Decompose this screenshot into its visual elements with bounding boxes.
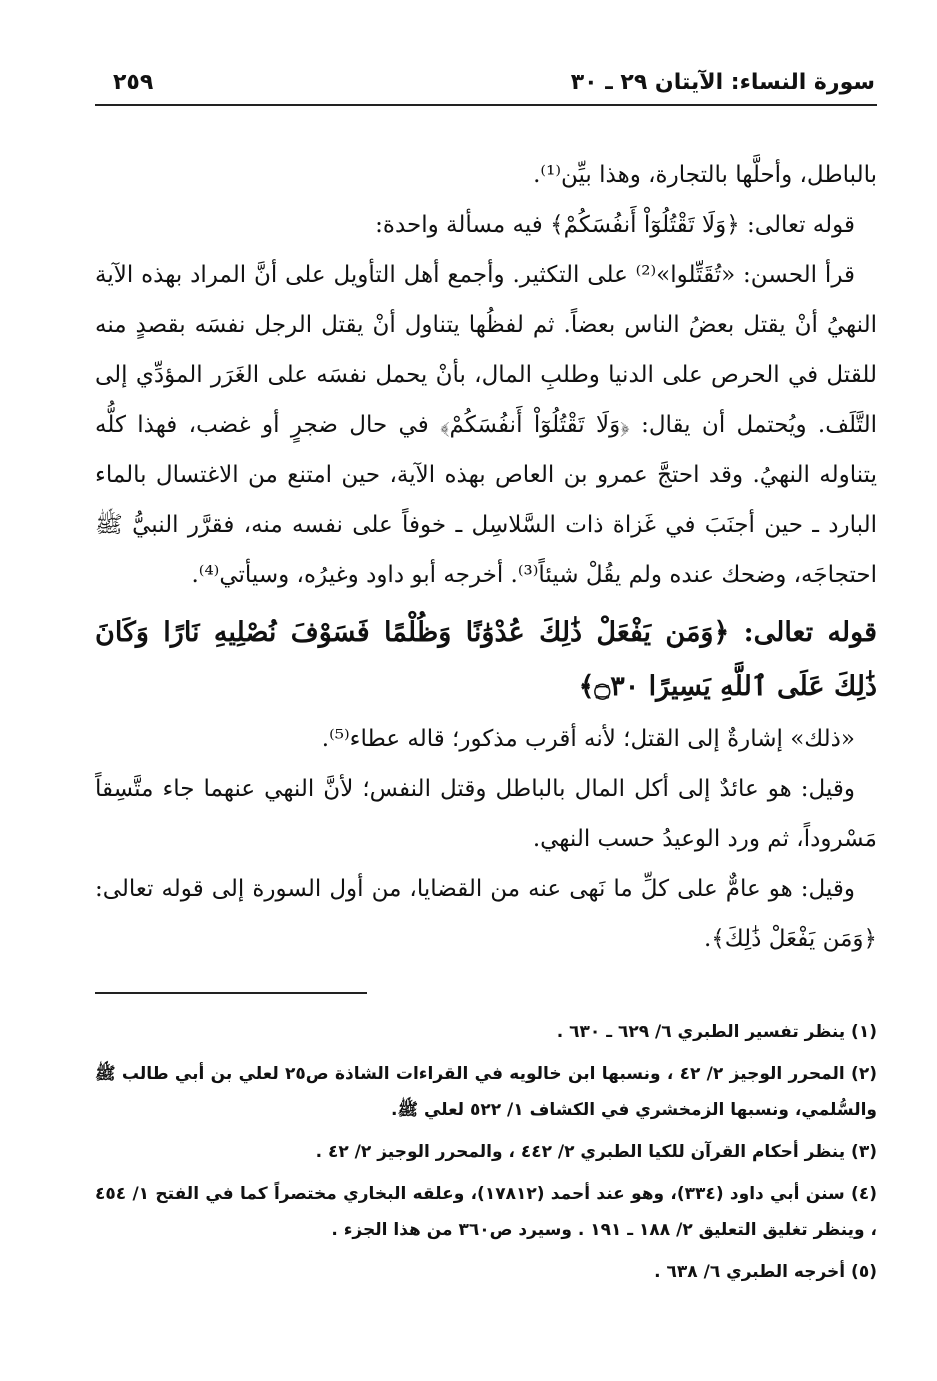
header-title: سورة النساء: الآيتان ٢٩ ـ ٣٠ <box>570 70 875 95</box>
running-header <box>95 60 877 106</box>
footnote-3: (٣) ينظر أحكام القرآن للكيا الطبري ٢/ ٤٤٢ ، والمحرر الوجيز ٢/ ٤٢ . <box>315 1142 877 1162</box>
verse-heading: قوله تعالى: ﴿وَمَن يَفْعَلْ ذَٰلِكَ عُدْوَٰنًا وَظُلْمًا فَسَوْفَ نُصْلِيهِ نَارًا وَكَانَ ذَٰلِكَ عَلَى ٱللَّهِ يَسِيرًا ۝٣٠﴾ <box>95 617 877 702</box>
commentary-2: وقيل: هو عائدٌ إلى أكل المال بالباطل وقتل النفس؛ لأنَّ النهي عنهما جاء متَّسِقاً مَسْروداً، ثم ورد الوعيدُ حسب النهي. <box>95 776 877 852</box>
paragraph-continuation: بالباطل، وأحلَّها بالتجارة، وهذا بيِّن⁽¹⁾. <box>533 162 877 188</box>
page-number: ٢٥٩ <box>113 70 154 95</box>
commentary-3: وقيل: هو عامٌّ على كلِّ ما نَهى عنه من القضايا، من أول السورة إلى قوله تعالى: ﴿وَمَن يَفْعَلْ ذَٰلِكَ﴾. <box>95 876 877 952</box>
main-text <box>95 150 877 964</box>
paragraph-verse-question: قوله تعالى: ﴿وَلَا تَقْتُلُوٓاْ أَنفُسَكُمْ﴾ فيه مسألة واحدة: <box>375 212 855 238</box>
footnote-separator <box>95 992 367 994</box>
book-page <box>95 60 877 1296</box>
paragraph-discussion: قرأ الحسن: «تُقَتِّلوا»⁽²⁾ على التكثير. وأجمع أهل التأويل على أنَّ المراد بهذه الآية النهيُ أنْ يقتل بعضُ الناس بعضاً. ثم لفظُها يتناول أنْ يقتل الرجل نفسَه بقصدٍ منه للقتل في الحرص على الدنيا وطلبِ المال، بأنْ يحمل نفسَه على الغَرَر المؤدِّي إلى التَّلَف. ويُحتمل أن يقال: ﴿وَلَا تَقْتُلُوٓاْ أَنفُسَكُمْ﴾ في حال ضجرٍ أو غضب، فهذا كلُّه يتناوله النهيُ. وقد احتجَّ عمرو بن العاص بهذه الآية، حين امتنع من الاغتسال بالماء البارد ـ حين أجنَبَ في غَزاة ذات السَّلاسِل ـ خوفاً على نفسه منه، فقرَّر النبيُّ ﷺ احتجاجَه، وضحك عنده ولم يقُلْ شيئاً⁽³⁾. أخرجه أبو داود وغيرُه، وسيأتي⁽⁴⁾. <box>95 262 877 588</box>
footnote-1: (١) ينظر تفسير الطبري ٦/ ٦٢٩ ـ ٦٣٠ . <box>556 1022 877 1042</box>
footnote-4: (٤) سنن أبي داود (٣٣٤)، وهو عند أحمد (١٧٨١٢)، وعلقه البخاري مختصراً كما في الفتح ١/ ٤٥٤ ، وينظر تغليق التعليق ٢/ ١٨٨ ـ ١٩١ . وسيرد ص٣٦٠ من هذا الجزء . <box>95 1184 877 1240</box>
commentary-1: «ذلك» إشارةٌ إلى القتل؛ لأنه أقرب مذكور؛ قاله عطاء⁽⁵⁾. <box>321 726 855 752</box>
footnotes <box>95 1014 877 1290</box>
footnote-2: (٢) المحرر الوجيز ٢/ ٤٢ ، ونسبها ابن خالويه في القراءات الشاذة ص٢٥ لعلي بن أبي طالب ﷺ والسُّلمي، ونسبها الزمخشري في الكشاف ١/ ٥٢٢ لعلي ﷺ. <box>95 1064 877 1120</box>
footnote-5: (٥) أخرجه الطبري ٦/ ٦٣٨ . <box>654 1262 877 1282</box>
